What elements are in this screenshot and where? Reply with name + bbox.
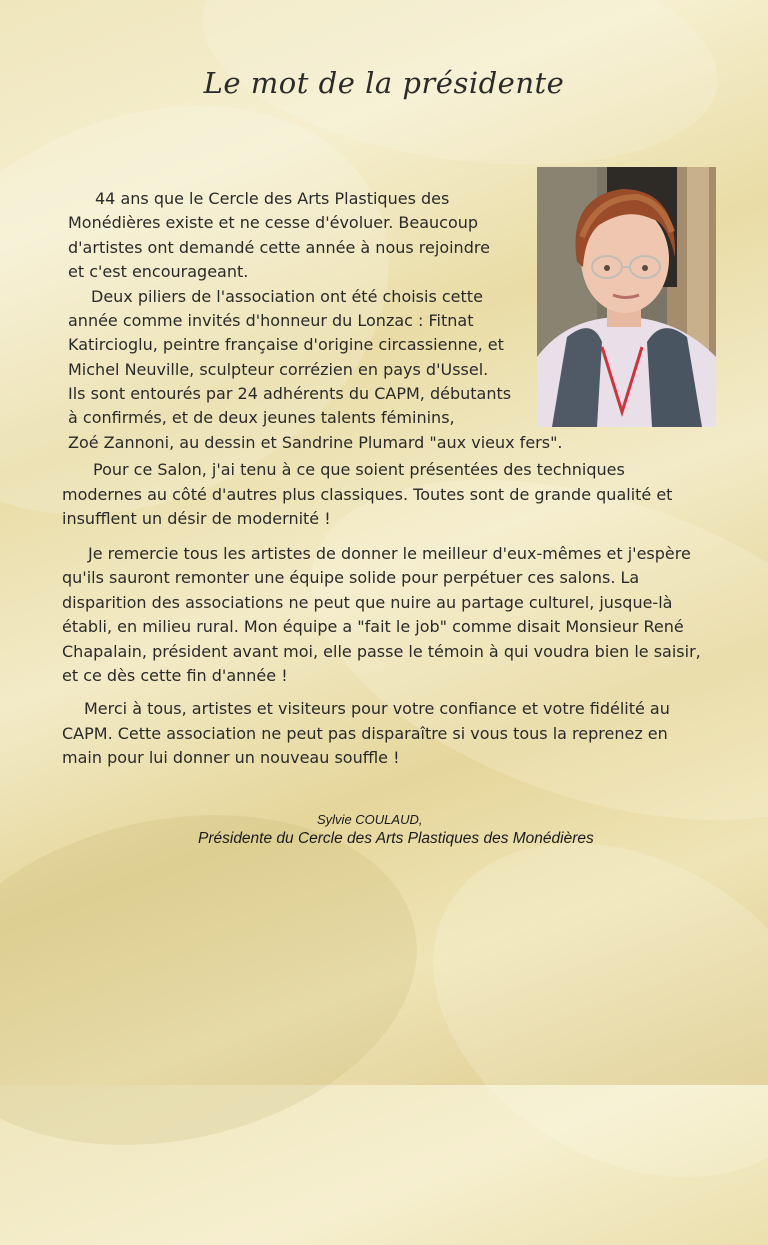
text-line: main pour lui donner un nouveau souffle ! [62,748,400,767]
text-line: année comme invités d'honneur du Lonzac : Fitnat [68,311,474,330]
signature-name: Sylvie COULAUD, [317,812,423,827]
text-line: 44 ans que le Cercle des Arts Plastiques des [95,189,450,208]
text-line: Deux piliers de l'association ont été choisis cette [91,287,483,306]
text-line: Zoé Zannoni, au dessin et Sandrine Plumard "aux vieux fers". [68,433,563,452]
signature-role: Présidente du Cercle des Arts Plastiques des Monédières [198,830,594,847]
text-line: disparition des associations ne peut que nuire au partage culturel, jusque-là [62,593,673,612]
text-line: Monédières existe et ne cesse d'évoluer. Beaucoup [68,213,479,232]
text-line: CAPM. Cette association ne peut pas disparaître si vous tous la reprenez en [62,724,668,743]
text-line: et c'est encourageant. [68,262,249,281]
text-line: Ils sont entourés par 24 adhérents du CAPM, débutants [68,384,512,403]
text-line: d'artistes ont demandé cette année à nous rejoindre [68,238,490,257]
president-portrait-photo [537,167,716,427]
text-line: Michel Neuville, sculpteur corrézien en pays d'Ussel. [68,360,489,379]
text-line: établi, en milieu rural. Mon équipe a "fait le job" comme disait Monsieur René [62,617,684,636]
text-line: et ce dès cette fin d'année ! [62,666,288,685]
text-line: Chapalain, président avant moi, elle passe le témoin à qui voudra bien le saisir, [62,642,701,661]
text-line: qu'ils sauront remonter une équipe solide pour perpétuer ces salons. La [62,568,640,587]
text-line: Je remercie tous les artistes de donner le meilleur d'eux-mêmes et j'espère [88,544,691,563]
text-line: à confirmés, et de deux jeunes talents féminins, [68,408,455,427]
text-line: Merci à tous, artistes et visiteurs pour votre confiance et votre fidélité au [84,699,670,718]
text-line: Pour ce Salon, j'ai tenu à ce que soient présentées des techniques [93,460,625,479]
text-line: insufflent un désir de modernité ! [62,509,331,528]
text-line: Katircioglu, peintre française d'origine circassienne, et [68,335,504,354]
page-title: Le mot de la présidente [203,66,565,100]
text-line: modernes au côté d'autres plus classiques. Toutes sont de grande qualité et [62,485,673,504]
